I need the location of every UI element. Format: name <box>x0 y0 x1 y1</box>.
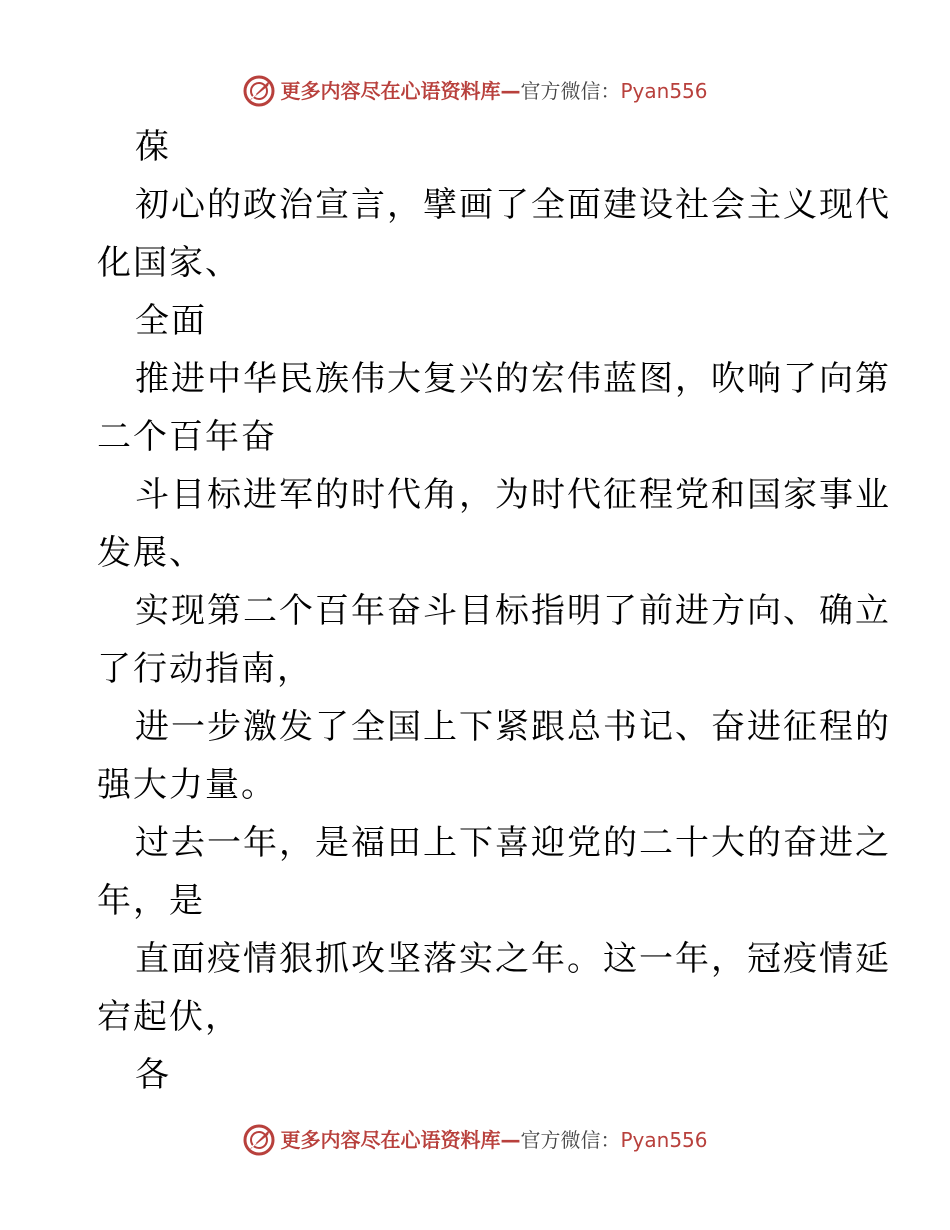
pen-logo-icon <box>242 1123 276 1157</box>
footer-banner-wechat-label: 官方微信： <box>520 1128 621 1152</box>
body-line: 发展、 <box>97 533 205 573</box>
body-line: 斗目标进军的时代角，为时代征程党和国家事业 <box>135 475 891 515</box>
header-banner-dash: — <box>500 79 521 103</box>
body-line: 全面 <box>135 301 207 341</box>
footer-banner-text <box>280 1130 707 1150</box>
header-banner <box>0 69 950 113</box>
footer-banner-title: 更多内容尽在心语资料库 <box>280 1128 501 1152</box>
body-line: 强大力量。 <box>97 765 277 805</box>
body-line: 推进中华民族伟大复兴的宏伟蓝图，吹响了向第 <box>135 359 891 399</box>
body-line: 直面疫情狠抓攻坚落实之年。这一年，冠疫情延 <box>135 939 891 979</box>
body-line: 二个百年奋 <box>97 417 277 457</box>
header-banner-text <box>280 81 707 101</box>
body-line: 过去一年，是福田上下喜迎党的二十大的奋进之 <box>135 823 891 863</box>
body-line: 实现第二个百年奋斗目标指明了前进方向、确立 <box>135 591 891 631</box>
header-banner-wechat-id: Pyan556 <box>620 79 708 103</box>
header-banner-wechat-label: 官方微信： <box>520 79 621 103</box>
body-line: 初心的政治宣言，擘画了全面建设社会主义现代 <box>135 185 891 225</box>
body-line: 进一步激发了全国上下紧跟总书记、奋进征程的 <box>135 707 891 747</box>
body-line: 年，是 <box>97 881 205 921</box>
body-line: 化国家、 <box>97 243 241 283</box>
body-line: 葆 <box>135 127 171 167</box>
footer-banner <box>0 1118 950 1162</box>
body-line: 各 <box>135 1055 171 1095</box>
footer-banner-wechat-id: Pyan556 <box>620 1128 708 1152</box>
body-line: 了行动指南， <box>97 649 313 689</box>
body-line: 宕起伏， <box>97 997 241 1037</box>
pen-logo-icon <box>242 74 276 108</box>
header-banner-title: 更多内容尽在心语资料库 <box>280 79 501 103</box>
footer-banner-dash: — <box>500 1128 521 1152</box>
